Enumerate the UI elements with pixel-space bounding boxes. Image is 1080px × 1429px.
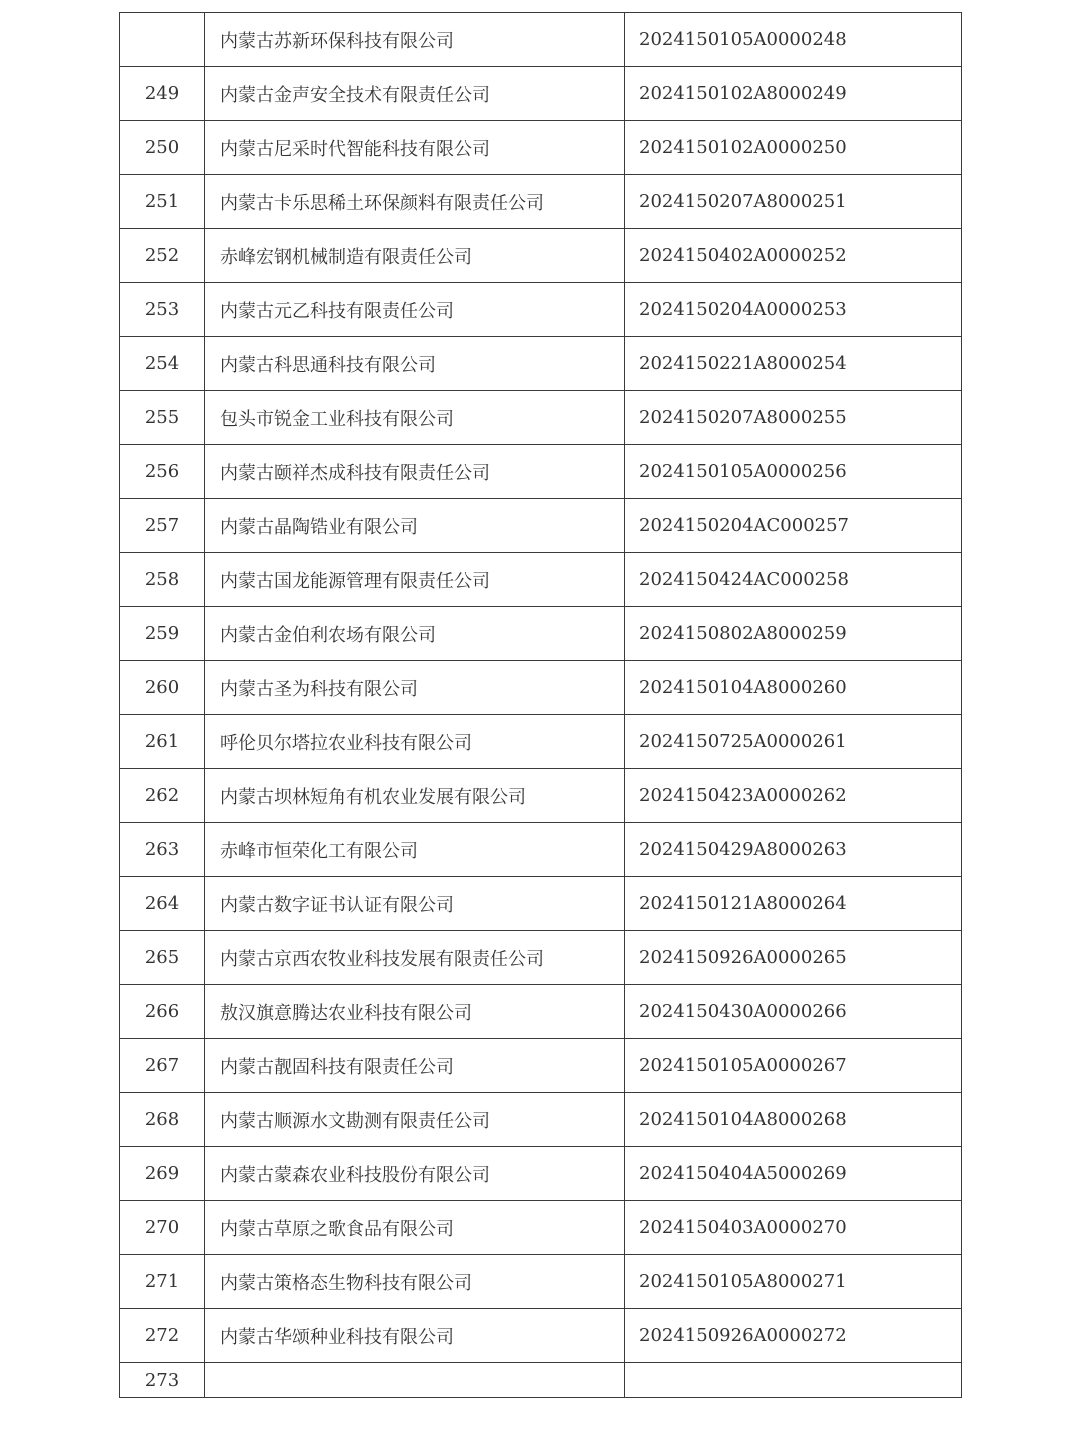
registration-code: 2024150926A0000265 [625, 931, 962, 985]
table-row [120, 553, 962, 607]
row-number: 258 [120, 553, 205, 607]
company-name: 内蒙古国龙能源管理有限责任公司 [205, 553, 625, 607]
registration-code [625, 1363, 962, 1398]
table-row [120, 1309, 962, 1363]
registration-code: 2024150725A0000261 [625, 715, 962, 769]
registration-code: 2024150121A8000264 [625, 877, 962, 931]
registration-code: 2024150105A0000267 [625, 1039, 962, 1093]
row-number [120, 13, 205, 67]
company-name: 内蒙古苏新环保科技有限公司 [205, 13, 625, 67]
row-number: 264 [120, 877, 205, 931]
company-name: 内蒙古圣为科技有限公司 [205, 661, 625, 715]
table-row [120, 1147, 962, 1201]
registration-code: 2024150430A0000266 [625, 985, 962, 1039]
company-name: 内蒙古坝林短角有机农业发展有限公司 [205, 769, 625, 823]
company-name: 内蒙古金伯利农场有限公司 [205, 607, 625, 661]
table-row [120, 1201, 962, 1255]
table-row [120, 1255, 962, 1309]
row-number: 268 [120, 1093, 205, 1147]
table-row [120, 283, 962, 337]
company-name [205, 1363, 625, 1398]
company-name: 赤峰市恒荣化工有限公司 [205, 823, 625, 877]
row-number: 250 [120, 121, 205, 175]
registration-code: 2024150221A8000254 [625, 337, 962, 391]
row-number: 262 [120, 769, 205, 823]
registration-code: 2024150204A0000253 [625, 283, 962, 337]
row-number: 267 [120, 1039, 205, 1093]
company-table-body [120, 13, 962, 1398]
company-name: 内蒙古尼采时代智能科技有限公司 [205, 121, 625, 175]
table-row [120, 823, 962, 877]
table-row [120, 13, 962, 67]
table-row [120, 67, 962, 121]
table-row [120, 445, 962, 499]
company-name: 内蒙古顺源水文勘测有限责任公司 [205, 1093, 625, 1147]
registration-code: 2024150105A8000271 [625, 1255, 962, 1309]
row-number: 257 [120, 499, 205, 553]
company-name: 内蒙古颐祥杰成科技有限责任公司 [205, 445, 625, 499]
row-number: 255 [120, 391, 205, 445]
table-row [120, 391, 962, 445]
row-number: 251 [120, 175, 205, 229]
table-row [120, 229, 962, 283]
row-number: 271 [120, 1255, 205, 1309]
row-number: 266 [120, 985, 205, 1039]
company-name: 内蒙古策格态生物科技有限公司 [205, 1255, 625, 1309]
row-number: 260 [120, 661, 205, 715]
table-row [120, 175, 962, 229]
company-name: 内蒙古草原之歌食品有限公司 [205, 1201, 625, 1255]
registration-code: 2024150402A0000252 [625, 229, 962, 283]
registration-code: 2024150104A8000260 [625, 661, 962, 715]
registration-code: 2024150207A8000255 [625, 391, 962, 445]
company-name: 内蒙古数字证书认证有限公司 [205, 877, 625, 931]
table-row [120, 121, 962, 175]
table-row [120, 715, 962, 769]
registration-code: 2024150207A8000251 [625, 175, 962, 229]
table-row [120, 1363, 962, 1398]
registration-code: 2024150926A0000272 [625, 1309, 962, 1363]
company-name: 包头市锐金工业科技有限公司 [205, 391, 625, 445]
table-row [120, 877, 962, 931]
row-number: 253 [120, 283, 205, 337]
company-name: 内蒙古元乙科技有限责任公司 [205, 283, 625, 337]
table-row [120, 985, 962, 1039]
row-number: 252 [120, 229, 205, 283]
row-number: 254 [120, 337, 205, 391]
table-row [120, 337, 962, 391]
registration-code: 2024150105A0000256 [625, 445, 962, 499]
row-number: 249 [120, 67, 205, 121]
registration-code: 2024150403A0000270 [625, 1201, 962, 1255]
company-name: 内蒙古华颂种业科技有限公司 [205, 1309, 625, 1363]
table-row [120, 1093, 962, 1147]
row-number: 259 [120, 607, 205, 661]
row-number: 263 [120, 823, 205, 877]
company-name: 内蒙古科思通科技有限公司 [205, 337, 625, 391]
company-name: 内蒙古卡乐思稀土环保颜料有限责任公司 [205, 175, 625, 229]
row-number: 270 [120, 1201, 205, 1255]
table-row [120, 661, 962, 715]
registration-code: 2024150404A5000269 [625, 1147, 962, 1201]
row-number: 272 [120, 1309, 205, 1363]
company-name: 内蒙古靓固科技有限责任公司 [205, 1039, 625, 1093]
registration-code: 2024150423A0000262 [625, 769, 962, 823]
registration-code: 2024150102A8000249 [625, 67, 962, 121]
table-row [120, 607, 962, 661]
company-name: 赤峰宏钢机械制造有限责任公司 [205, 229, 625, 283]
row-number: 261 [120, 715, 205, 769]
company-name: 内蒙古京西农牧业科技发展有限责任公司 [205, 931, 625, 985]
company-name: 内蒙古金声安全技术有限责任公司 [205, 67, 625, 121]
company-name: 呼伦贝尔塔拉农业科技有限公司 [205, 715, 625, 769]
row-number: 269 [120, 1147, 205, 1201]
registration-code: 2024150204AC000257 [625, 499, 962, 553]
table-row [120, 769, 962, 823]
company-name: 内蒙古晶陶锆业有限公司 [205, 499, 625, 553]
table-row [120, 931, 962, 985]
company-name: 敖汉旗意腾达农业科技有限公司 [205, 985, 625, 1039]
row-number: 273 [120, 1363, 205, 1398]
company-name: 内蒙古蒙森农业科技股份有限公司 [205, 1147, 625, 1201]
registration-code: 2024150102A0000250 [625, 121, 962, 175]
table-row [120, 1039, 962, 1093]
registration-code: 2024150104A8000268 [625, 1093, 962, 1147]
registration-code: 2024150429A8000263 [625, 823, 962, 877]
company-table [119, 12, 962, 1398]
registration-code: 2024150424AC000258 [625, 553, 962, 607]
table-row [120, 499, 962, 553]
row-number: 256 [120, 445, 205, 499]
registration-code: 2024150802A8000259 [625, 607, 962, 661]
registration-code: 2024150105A0000248 [625, 13, 962, 67]
row-number: 265 [120, 931, 205, 985]
